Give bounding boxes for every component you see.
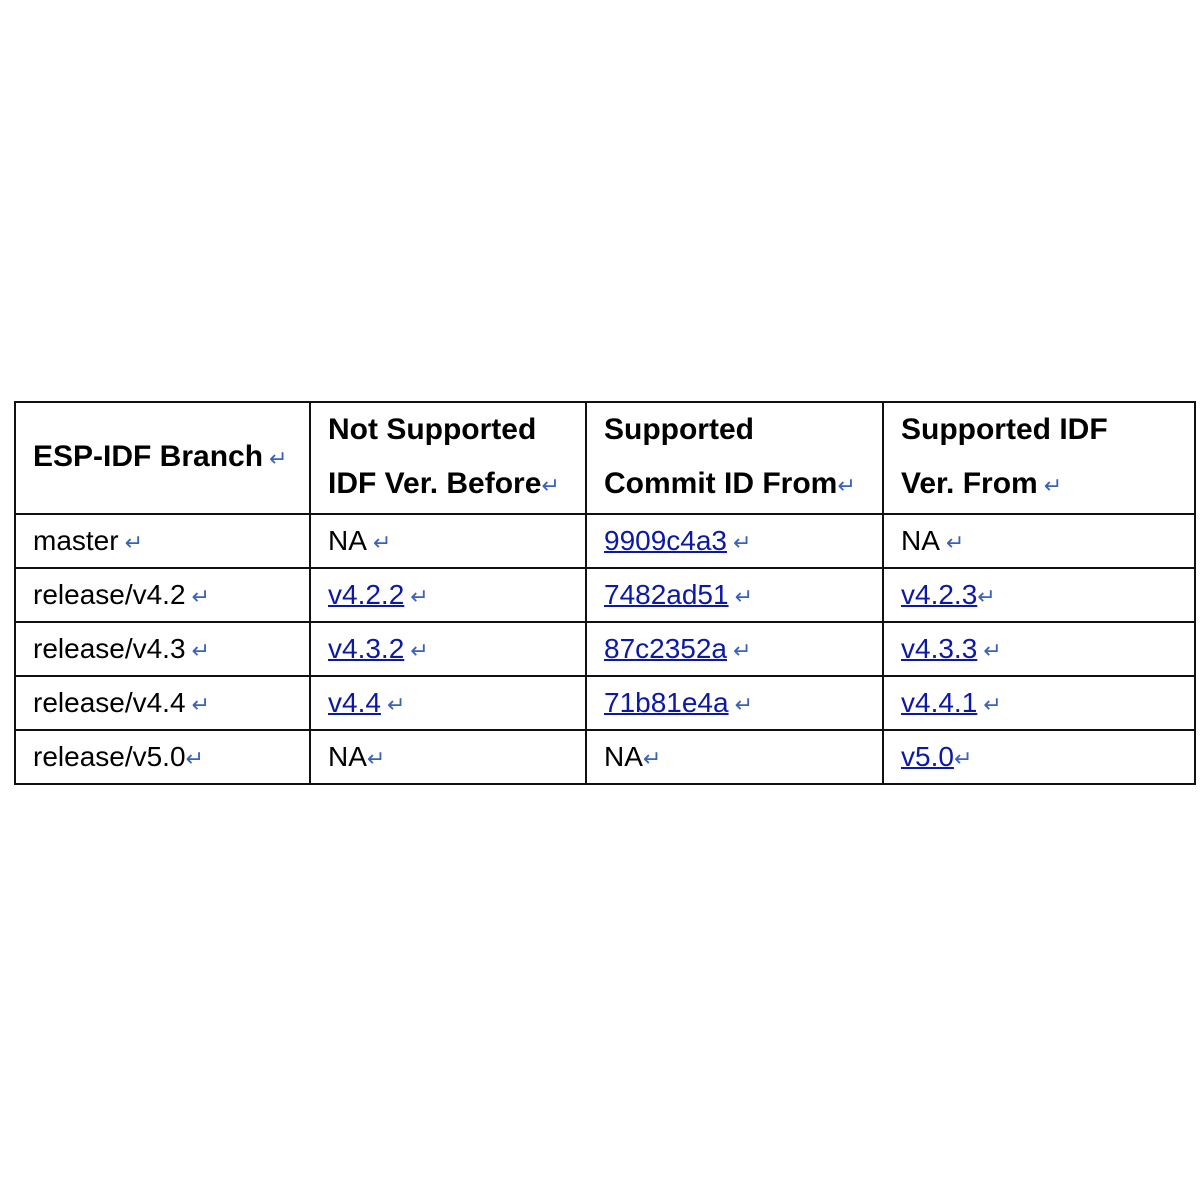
cell-commit-from [586, 676, 883, 730]
return-mark-icon: ↵ [733, 638, 752, 663]
header-line: Supported [604, 413, 754, 446]
cell-branch: release/v4.4 ↵ [15, 676, 310, 730]
return-mark-icon: ↵ [410, 584, 429, 609]
cell-branch: release/v4.2 ↵ [15, 568, 310, 622]
commit-link[interactable]: 7482ad51 [604, 579, 729, 610]
table-row [15, 676, 1195, 730]
cell-not-supported-before: NA ↵ [310, 514, 586, 568]
return-mark-icon: ↵ [945, 530, 965, 555]
commit-link[interactable]: 9909c4a3 [604, 525, 728, 556]
cell-branch: release/v5.0↵ [15, 730, 310, 784]
version-link[interactable]: v4.2.2 [328, 579, 405, 610]
return-mark-icon: ↵ [269, 446, 288, 471]
idf-compatibility-table [14, 401, 1196, 785]
return-mark-icon: ↵ [410, 638, 429, 663]
header-line: Supported IDF [901, 413, 1108, 446]
version-link[interactable]: v4.4.1 [901, 687, 978, 718]
header-supported-idf-from: Supported IDF Ver. From ↵ [883, 402, 1195, 514]
cell-branch: master ↵ [15, 514, 310, 568]
commit-link[interactable]: 87c2352a [604, 633, 728, 664]
cell-supported-from [883, 676, 1195, 730]
version-link[interactable]: v4.3.3 [901, 633, 978, 664]
return-mark-icon: ↵ [734, 584, 754, 609]
table-row [15, 730, 1195, 784]
table-row [15, 622, 1195, 676]
cell-not-supported-before [310, 676, 586, 730]
cell-not-supported-before [310, 622, 586, 676]
return-mark-icon: ↵ [541, 473, 560, 498]
return-mark-icon: ↵ [191, 638, 210, 663]
cell-not-supported-before: NA↵ [310, 730, 586, 784]
return-mark-icon: ↵ [837, 473, 856, 498]
return-mark-icon: ↵ [983, 638, 1002, 663]
cell-commit-from [586, 568, 883, 622]
cell-commit-from [586, 622, 883, 676]
version-link[interactable]: v5.0 [901, 741, 954, 772]
return-mark-icon: ↵ [734, 692, 754, 717]
return-mark-icon: ↵ [953, 746, 973, 771]
return-mark-icon: ↵ [386, 692, 406, 717]
compatibility-table-container [14, 401, 1194, 785]
table-row [15, 568, 1195, 622]
return-mark-icon: ↵ [124, 530, 144, 555]
cell-commit-from [586, 514, 883, 568]
version-link[interactable]: v4.2.3 [901, 579, 978, 610]
table-header-row [15, 402, 1195, 514]
version-link[interactable]: v4.4 [328, 687, 381, 718]
return-mark-icon: ↵ [366, 746, 386, 771]
header-line: Not Supported [328, 413, 537, 446]
return-mark-icon: ↵ [185, 746, 204, 771]
return-mark-icon: ↵ [983, 692, 1002, 717]
cell-supported-from [883, 730, 1195, 784]
header-supported-commit-from: Supported Commit ID From↵ [586, 402, 883, 514]
header-not-supported-before: Not Supported IDF Ver. Before↵ [310, 402, 586, 514]
return-mark-icon: ↵ [191, 692, 210, 717]
return-mark-icon: ↵ [372, 530, 392, 555]
return-mark-icon: ↵ [642, 746, 662, 771]
header-esp-idf-branch: ESP-IDF Branch ↵ [15, 402, 310, 514]
return-mark-icon: ↵ [733, 530, 752, 555]
return-mark-icon: ↵ [1043, 473, 1063, 498]
table-row [15, 514, 1195, 568]
cell-supported-from [883, 568, 1195, 622]
return-mark-icon: ↵ [191, 584, 210, 609]
cell-not-supported-before [310, 568, 586, 622]
return-mark-icon: ↵ [977, 584, 996, 609]
commit-link[interactable]: 71b81e4a [604, 687, 729, 718]
cell-branch: release/v4.3 ↵ [15, 622, 310, 676]
version-link[interactable]: v4.3.2 [328, 633, 405, 664]
cell-supported-from [883, 622, 1195, 676]
cell-commit-from: NA↵ [586, 730, 883, 784]
cell-supported-from: NA ↵ [883, 514, 1195, 568]
